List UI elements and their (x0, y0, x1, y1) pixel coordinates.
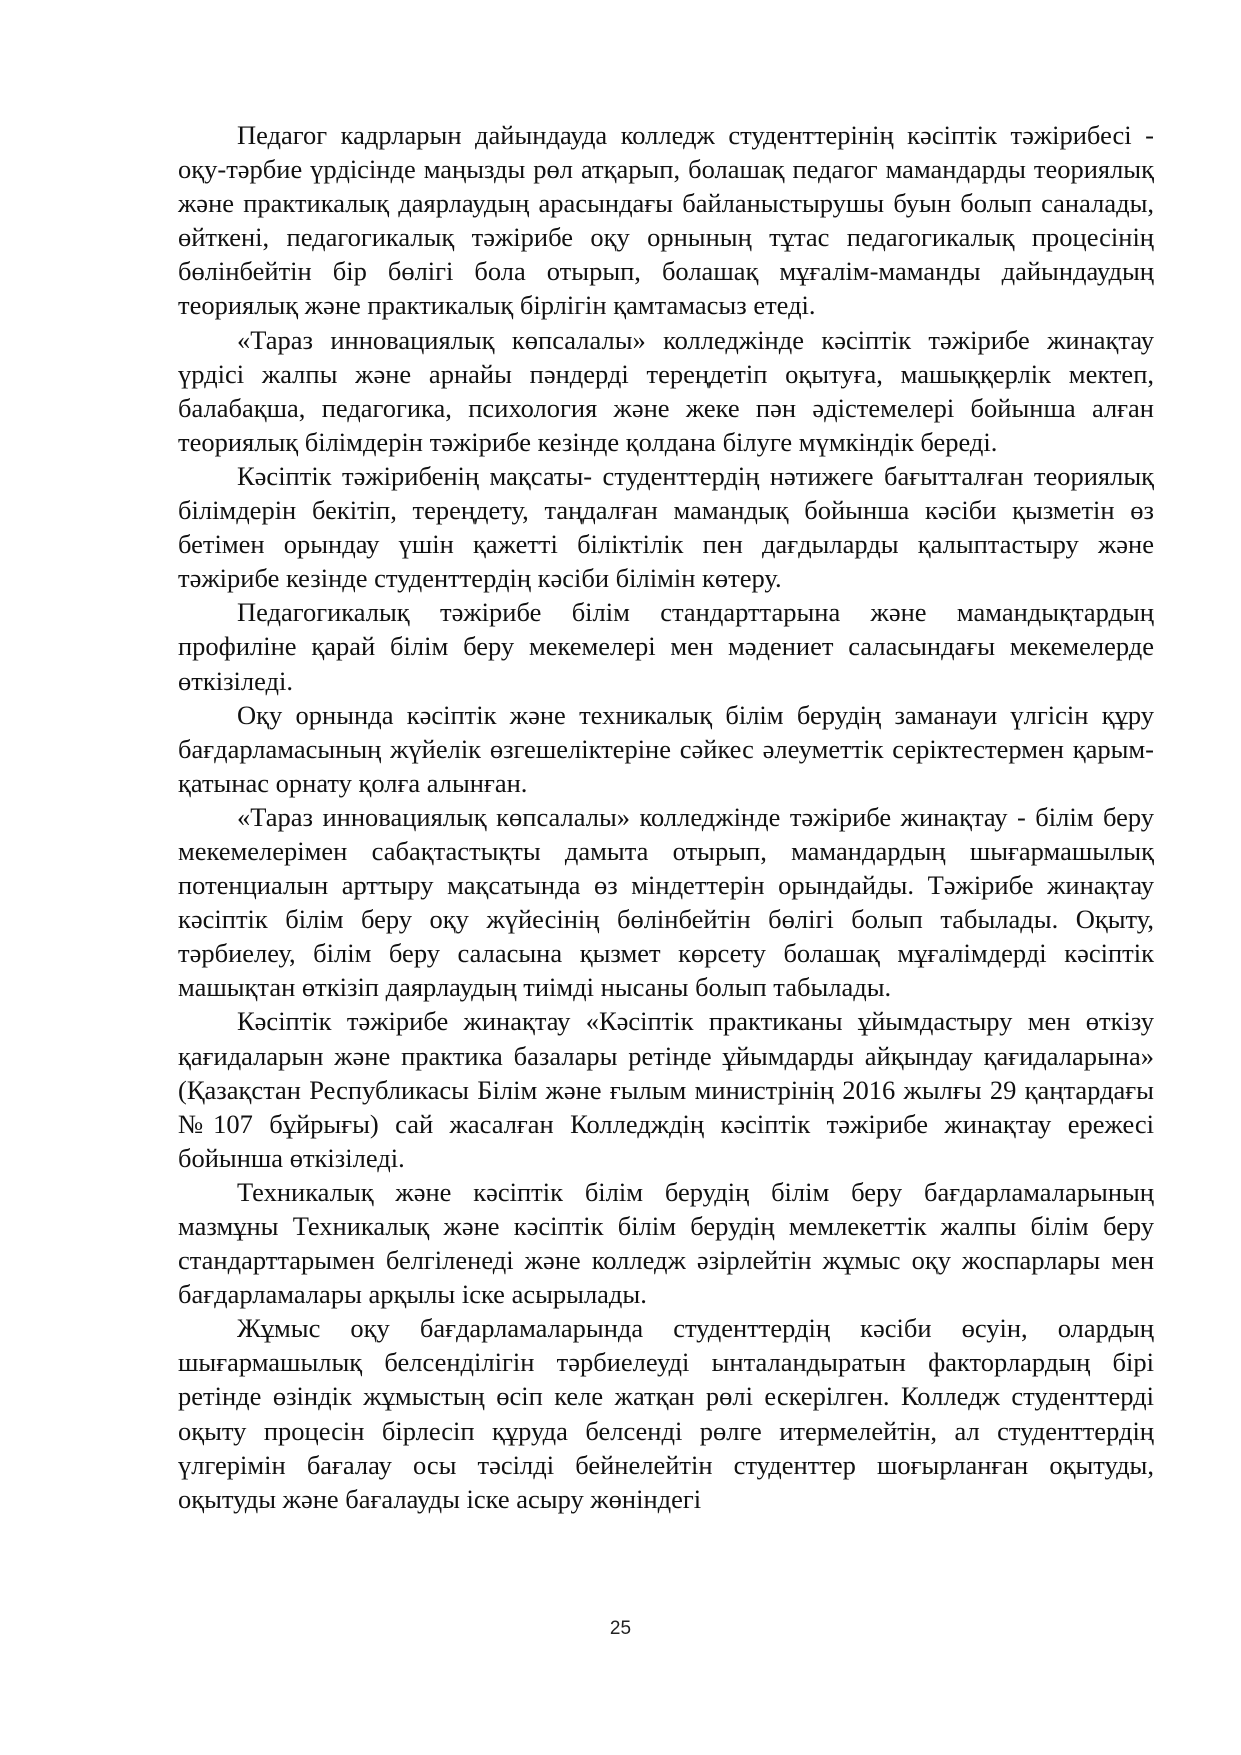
paragraph-taraz-college-practice: «Тараз инновациялық көпсалалы» колледжінде кәсіптік тәжірибе жинақтау үрдісі жалпы және арнайы пәндерді тереңдетіп оқытуға, машыққерлік мектеп, балабақша, педагогика, психология және жеке пән әдістемелері бойынша алған теориялық білімдерін тәжірибе кезінде қолдана білуге мүмкіндік береді. (178, 324, 1154, 457)
paragraph-social-partners: Оқу орнында кәсіптік және техникалық білім берудің заманауи үлгісін құру бағдарламасының жүйелік өзгешеліктеріне сәйкес әлеуметтік серіктестермен қарым-қатынас орнату қолға алынған. (178, 699, 1154, 798)
paragraph-programme-content: Техникалық және кәсіптік білім берудің білім беру бағдарламаларының мазмұны Техникалық және кәсіптік білім берудің мемлекеттік жалпы білім беру стандарттарымен белгіленеді және колледж әзірлейтін жұмыс оқу жоспарлары мен бағдарламалары арқылы іске асырылады. (178, 1176, 1154, 1310)
document-body (178, 118, 1154, 1516)
paragraph-practice-goal: Кәсіптік тәжірибенің мақсаты- студенттердің нәтижеге бағытталған теориялық білімдерін бекітіп, тереңдету, таңдалған мамандық бойынша кәсіби қызметін өз бетімен орындау үшін қажетті біліктілік пен дағдыларды қалыптастыру және тәжірибе кезінде студенттердің кәсіби білімін көтеру. (178, 460, 1154, 594)
paragraph-continuity: «Тараз инновациялық көпсалалы» колледжінде тәжірибе жинақтау - білім беру мекемелерімен сабақтастықты дамыта отырып, мамандардың шығармашылық потенциалын арттыру мақсатында өз міндеттерін орындайды. Тәжірибе жинақтау кәсіптік білім беру оқу жүйесінің бөлінбейтін бөлігі болып табылады. Оқыту, тәрбиелеу, білім беру саласына қызмет көрсету болашақ мұғалімдерді кәсіптік машықтан өткізіп даярлаудың тиімді нысаны болып табылады. (178, 801, 1154, 1003)
paragraph-work-programmes: Жұмыс оқу бағдарламаларында студенттердің кәсіби өсуін, олардың шығармашылық белсенділігін тәрбиелеуді ынталандыратын факторлардың бірі ретінде өзіндік жұмыстың өсіп келе жатқан рөлі ескерілген. Колледж студенттерді оқыту процесін бірлесіп құруда белсенді рөлге итермелейтін, ал студенттердің үлгерімін бағалау осы тәсілді бейнелейтін студенттер шоғырланған оқытуды, оқытуды және бағалауды іске асыру жөніндегі (178, 1313, 1154, 1514)
paragraph-teacher-training: Педагог кадрларын дайындауда колледж студенттерінің кәсіптік тәжірибесі - оқу-тәрбие үрдісінде маңызды рөл атқарып, болашақ педагог мамандарды теориялық және практикалық даярлаудың арасындағы байланыстырушы буын болып саналады, өйткені, педагогикалық тәжірибе оқу орнының тұтас педагогикалық процесінің бөлінбейтін бір бөлігі бола отырып, болашақ мұғалім-маманды дайындаудың теориялық және практикалық бірлігін қамтамасыз етеді. (178, 120, 1154, 321)
paragraph-practice-standards: Педагогикалық тәжірибе білім стандарттарына және мамандықтардың профиліне қарай білім беру мекемелері мен мәдениет саласындағы мекемелерде өткізіледі. (178, 597, 1154, 696)
paragraph-regulations: Кәсіптік тәжірибе жинақтау «Кәсіптік практиканы ұйымдастыру мен өткізу қағидаларын және практика базалары ретінде ұйымдарды айқындау қағидаларына» (Қазақстан Республикасы Білім және ғылым министрінің 2016 жылғы 29 қаңтардағы №107 бұйрығы) сай жасалған Колледждің кәсіптік тәжірибе жинақтау ережесі бойынша өткізіледі. (178, 1006, 1154, 1173)
page-number: 25 (609, 1618, 632, 1639)
